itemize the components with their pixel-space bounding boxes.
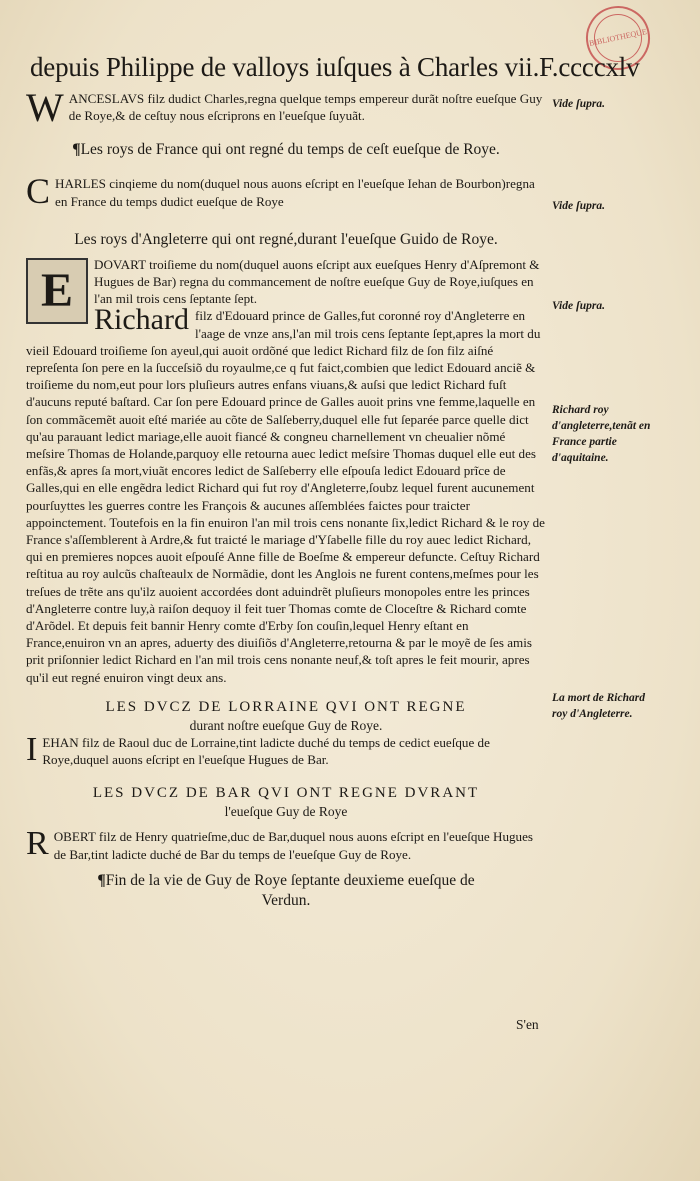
margin-note-4: Richard roy d'angleterre,tenãt en France partie d'aquitaine. [552,404,651,464]
margin-note-5: La mort de Richard roy d'Angleterre. [552,692,645,720]
france-heading-text: Les roys de France qui ont regné du temps de ceſt eueſque de Roye. [80,141,500,159]
france-heading [26,140,546,160]
lorraine-heading: LES DVCZ DE LORRAINE QVI ONT REGNE [105,698,467,715]
robert-text: OBERT filz de Henry quatrieſme,duc de Bar,duquel nous auons eſcript en l'eueſque Hugues de Bar,tint ladicte duché de Bar du temps de l'eueſque Guy de Roye. [53,829,534,862]
wenceslaus-text: ANCESLAVS filz dudict Charles,regna quelque temps empereur durãt noſtre eueſque Guy de Roye,& de ceſtuy nous eſcriprons en l'eueſque ſuyuãt. [68,91,543,124]
stamp-text: BIBLIOTHEQUE [588,27,648,49]
richard-paragraph [26,303,546,685]
margin-note-2: Vide ſupra. [552,200,606,212]
drop-cap-i: I [26,730,38,768]
pilcrow-icon: ¶ [72,141,81,159]
fin-colophon [96,871,476,911]
ornate-initial-e: E [26,258,88,324]
text-block [26,85,546,911]
margin-note-3: Vide ſupra. [552,300,606,312]
wenceslaus-paragraph [26,85,546,130]
richard-text: filz d'Edouard prince de Galles,fut coronné roy d'Angleterre en l'aage de vnze ans,l'an mil trois cens ſeptante ſept,apres la mort du vieil Edouard troiſieme ſon ayeul,qui auoit ordõné que ledict Richard filz de ſon filz aiſné repreſenta ſon pere en la ſucceſsiõ du royaulme,ce q fut faict,combien que ledict Edouard anciẽ & troiſieme du nom,eut pour lors pluſieurs autres enfans viuans,& auſsi que ledict Richard fuſt d'aucuns reputé baſtard. Car ſon pere Edouard prince de Galles auoit prins vne femme,laquelle en ſon commãcemẽt auoit eſté mariée au cõte de Salſeberry,duquel elle fut ſeparée parce quelle dict qu'au parauant ledict mariage,elle auoit fiancé & congneu charnellement vn cheualier nõmé meſsire Thomas de Holande,parquoy elle retourna auec ledict meſsire Thomas duquel elle eut des enfãs,& apres ſa mort,viuãt encores ledict de Salſeberry elle eſpouſa ledict Edouard prĩce de Galles,qui en elle engẽdra ledict Richard qui fut roy d'Angleterre,ſoubz lequel furent aucunement pourſuyttes les guerres contre les François & aucunes aſſemblées faictes pour traicter appoinctement. Toutefois en la fin enuiron l'an mil trois cens nonante ſix,ledict Richard & le roy de France s'aſſemblerent à Ardre,& fut traicté le mariage d'Yſabelle fille du roy auec ledict Richard, qui en premieres nopces auoit eſpouſé Anne fille de Boeſme & empereur defuncte. Ceſtuy Richard reſtitua au roy aulcũs chaſteaulx de Normãdie, dont les Anglois ne furent contens,meſmes pour les treſues de trẽte ans qu'ilz auoient accordées dont aduindrẽt pluſieurs monopoles entre les princes d'Angleterre contre luy,à raiſon dequoy il feit tuer Thomas comte de Cloceſtre & Richard comte d'Arõdel. Et depuis feit bannir Henry comte d'Erby ſon couſin,lequel Henry eſtant en France,enuiron vn an apres, aduerty des diuiſiõs d'Angleterre,retourna & par le moyẽ de ſes amis prit priſonnier ledict Richard en l'an mil trois cens nonante neuf,& toſt apres le feit mourir, apres qu'il eut regné enuiron vingt deux ans. [26,308,545,685]
drop-cap-w: W [26,85,64,130]
edouard-paragraph [26,256,546,318]
robert-paragraph [26,825,546,863]
england-heading: Les roys d'Angleterre qui ont regné,durant l'eueſque Guido de Roye. [74,230,498,248]
drop-cap-r: R [26,825,49,863]
running-header: depuis Philippe de valloys iuſques à Charles vii.F.ccccxlv [30,52,640,82]
edouard-text: DOVART troiſieme du nom(duquel auons eſcript aux eueſques Henry d'Aſpremont & Hugues de Bar) regna du commancement de noſtre eueſque Guy de Roye,iuſques en l'an mil trois cens ſeptante ſept. [94,256,540,307]
catchword: S'en [516,1017,539,1032]
pilcrow-icon: ¶ [97,871,106,889]
charles-paragraph [26,171,546,212]
bar-subheading: l'eueſque Guy de Roye [224,804,348,820]
iehan-text: EHAN filz de Raoul duc de Lorraine,tint ladicte duché du temps de cedict eueſque de Roye,duquel auons eſcript en l'eueſque Hugues de Bar. [42,734,490,768]
bar-heading: LES DVCZ DE BAR QVI ONT REGNE DVRANT [92,785,480,802]
iehan-paragraph [26,730,546,768]
richard-name: Richard [94,303,189,337]
fin-text: Fin de la vie de Guy de Roye ſeptante deuxieme eueſque de Verdun. [105,871,475,909]
margin-note-1: Vide ſupra. [552,98,606,110]
charles-text: HARLES cinqieme du nom(duquel nous auons eſcript en l'eueſque Iehan de Bourbon)regna en France du temps dudict eueſque de Roye [55,176,535,209]
lorraine-subheading: durant noſtre eueſque Guy de Roye. [189,717,383,733]
drop-cap-c: C [26,171,51,212]
